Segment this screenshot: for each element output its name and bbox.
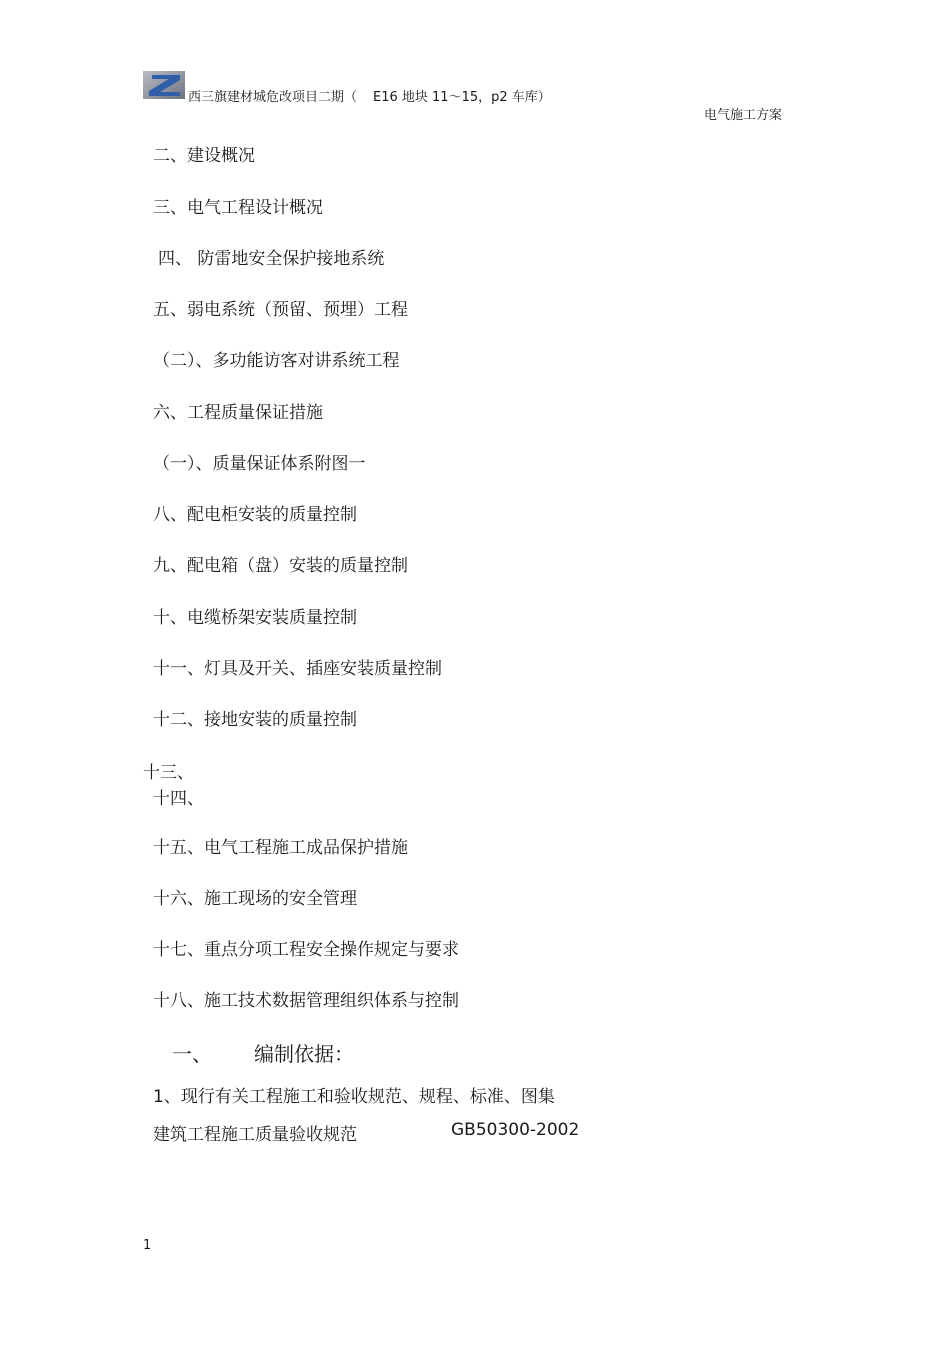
toc-entry: 十四、 [153,789,204,809]
toc-entry: 十、电缆桥架安装质量控制 [153,608,357,628]
header-project-title [188,86,551,105]
header-doc-type: 电气施工方案 [704,108,783,123]
toc-entry: 十八、施工技术数据管理组织体系与控制 [153,991,459,1011]
standard-code: GB50300-2002 [451,1120,580,1140]
section-title: 编制依据： [254,1042,354,1066]
toc-entry: 十一、灯具及开关、插座安装质量控制 [153,659,442,679]
toc-entry: （二）、多功能访客对讲系统工程 [153,351,400,371]
body-item-1: 1、现行有关工程施工和验收规范、规程、标准、图集 [153,1087,555,1107]
section-heading [172,1038,354,1067]
toc-entry: 四、 防雷地安全保护接地系统 [158,249,385,269]
toc-entry: 二、建设概况 [153,146,255,166]
standard-name: 建筑工程施工质量验收规范 [153,1125,357,1145]
toc-entry: 八、配电柜安装的质量控制 [153,505,357,525]
toc-entry: （一）、质量保证体系附图一 [153,454,366,474]
toc-entry: 九、配电箱（盘）安装的质量控制 [153,556,408,576]
toc-entry: 十六、施工现场的安全管理 [153,889,357,909]
company-logo [143,71,185,99]
toc-entry: 十三、 [143,763,194,783]
header-project-prefix: 西三旗建材城危改项目二期（ [188,90,358,105]
toc-entry: 三、电气工程设计概况 [153,198,323,218]
toc-entry: 十二、接地安装的质量控制 [153,710,357,730]
toc-entry: 十五、电气工程施工成品保护措施 [153,838,408,858]
header-project-suffix: E16 地块 11～15，p2 车库） [373,90,551,105]
page-number: 1 [143,1238,152,1253]
toc-entry: 五、弱电系统（预留、预埋）工程 [153,300,408,320]
toc-entry: 十七、重点分项工程安全操作规定与要求 [153,940,459,960]
section-number: 一、 [172,1042,212,1066]
toc-entry: 六、工程质量保证措施 [153,403,323,423]
